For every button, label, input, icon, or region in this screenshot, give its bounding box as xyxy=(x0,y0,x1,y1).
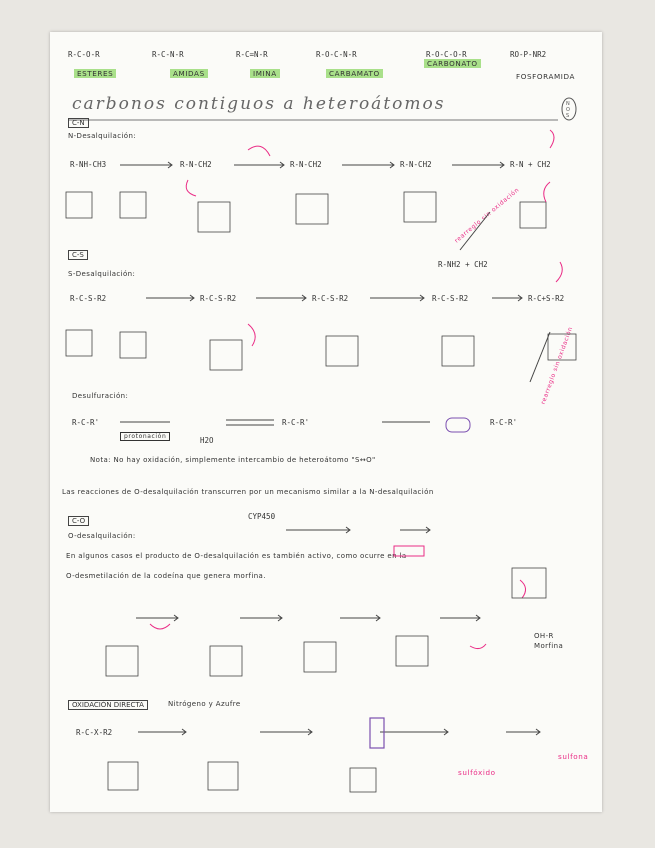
morfina-label: Morfina xyxy=(534,642,564,650)
label-carbonato: CARBONATO xyxy=(424,59,481,68)
label-fosforamida: FOSFORAMIDA xyxy=(516,72,576,81)
cn-start: R-NH-CH3 xyxy=(70,160,107,169)
esteres-formula: R-C-O-R xyxy=(68,50,100,59)
svg-text:N: N xyxy=(566,101,570,107)
amidas-formula: R-C-N-R xyxy=(152,50,184,59)
cn-step3: R-N-CH2 xyxy=(290,160,322,169)
co-enzyme: CYP450 xyxy=(248,512,276,521)
co-section-name: O-desalquilación: xyxy=(68,532,136,540)
desulf-products: R-C-R' xyxy=(490,418,518,427)
water-label: H2O xyxy=(200,436,214,445)
protonation-label: protonación xyxy=(120,432,170,441)
label-imina: IMINA xyxy=(250,69,280,78)
section-tag-cs: C-S xyxy=(68,250,88,260)
co-note-2: O-desmetilación de la codeína que genera morfina. xyxy=(66,572,266,580)
label-amidas: AMIDAS xyxy=(170,69,208,78)
svg-text:S: S xyxy=(566,113,570,119)
desulf-note: Nota: No hay oxidación, simplemente intercambio de heteroátomo "S↔O" xyxy=(90,456,376,464)
cn-products: R-NH2 + CH2 xyxy=(438,260,488,269)
desulf-start: R-C-R' xyxy=(72,418,100,427)
cs-start: R-C-S-R2 xyxy=(70,294,107,303)
co-note-1: En algunos casos el producto de O-desalquilación es también activo, como ocurre en la xyxy=(66,552,407,560)
svg-text:O: O xyxy=(566,107,570,113)
section-tag-cn: C-N xyxy=(68,118,89,128)
imina-formula: R-C=N-R xyxy=(236,50,268,59)
cs-step4: R-C-S-R2 xyxy=(432,294,469,303)
cs-step3: R-C-S-R2 xyxy=(312,294,349,303)
cn-annotation: rearreglo sin oxidación xyxy=(453,186,521,245)
notebook-page xyxy=(50,32,602,812)
label-esteres: ESTERES xyxy=(74,69,116,78)
reaction-arrows xyxy=(50,32,602,812)
cs-annotation: rearreglo sin oxidación xyxy=(539,325,575,406)
cn-step5: R-N + CH2 xyxy=(510,160,551,169)
cn-step4: R-N-CH2 xyxy=(400,160,432,169)
section-tag-ox: OXIDACIÓN DIRECTA xyxy=(68,700,148,710)
sulfona-label: sulfona xyxy=(558,752,589,761)
ox-start: R-C-X-R2 xyxy=(76,728,113,737)
cn-step2: R-N-CH2 xyxy=(180,160,212,169)
cn-section-name: N-Desalquilación: xyxy=(68,132,137,140)
fosforamida-formula: RO-P-NR2 xyxy=(510,50,547,59)
carbamato-formula: R-O-C-N-R xyxy=(316,50,357,59)
desulf-name: Desulfuración: xyxy=(72,392,129,400)
cs-step2: R-C-S-R2 xyxy=(200,294,237,303)
label-carbamato: CARBAMATO xyxy=(326,69,383,78)
o-desalq-intro: Las reacciones de O-desalquilación transcurren por un mecanismo similar a la N-desalquilación xyxy=(62,488,434,496)
cs-step5: R-C+S-R2 xyxy=(528,294,565,303)
desulf-mid: R-C-R' xyxy=(282,418,310,427)
cs-section-name: S-Desalquilación: xyxy=(68,270,136,278)
sulfoxido-label: sulfóxido xyxy=(458,768,496,777)
oh-r-label: OH-R xyxy=(534,632,554,640)
ox-subtitle: Nitrógeno y Azufre xyxy=(168,700,241,708)
carbonato-formula: R-O-C-O-R xyxy=(426,50,467,59)
page-title: carbonos contiguos a heteroátomos xyxy=(72,94,446,114)
section-tag-co: C-O xyxy=(68,516,89,526)
